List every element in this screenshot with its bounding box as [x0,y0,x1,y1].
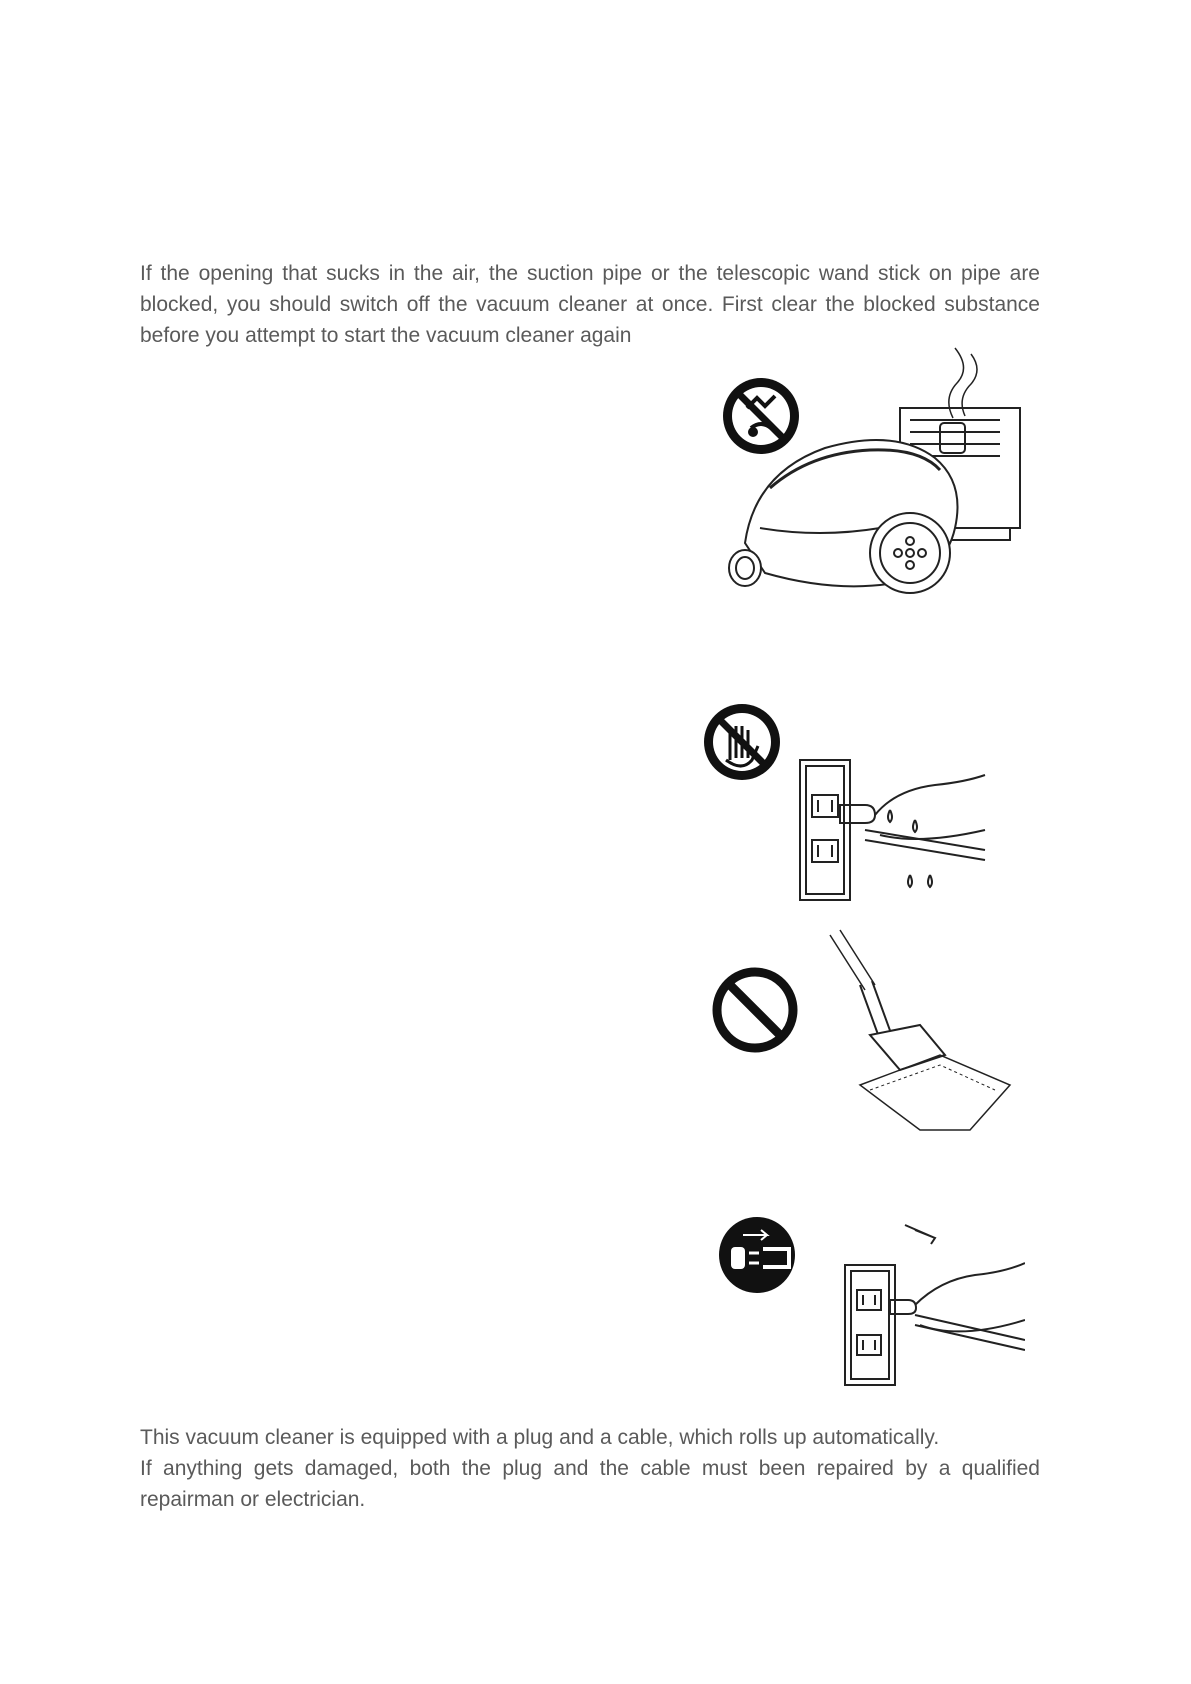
text-line: before you attempt to start the vacuum cleaner again [140,324,632,347]
text-line: This vacuum cleaner is equipped with a plug and a cable, which rolls up automatically. [140,1426,940,1449]
wet-hand-with-plug [840,775,985,887]
wet-hands-warning-figure [700,700,1010,910]
text-line: If the opening that sucks in the air, the suction pipe or the telescopic wand stick on pipe are [140,262,1040,285]
heater-warning-figure [715,338,1045,638]
vacuum-nozzle-on-cloth [830,930,1010,1130]
text-line: repairman or electrician. [140,1488,366,1511]
no-heat-source-icon [723,378,799,454]
vacuum-cleaner [729,440,958,593]
hand-unplugging-cord [890,1225,1025,1350]
no-wet-hands-icon [704,704,780,780]
wet-surface-warning-figure [710,925,1030,1145]
plug-cable-notice [140,1422,1040,1515]
text-line: blocked, you should switch off the vacuum cleaner at once. First clear the blocked substance [140,293,1040,316]
unplug-icon [719,1217,795,1293]
text-line: If anything gets damaged, both the plug and the cable must been repaired by a qualified [140,1457,1040,1480]
prohibited-icon [717,972,793,1048]
wall-outlet [845,1265,895,1385]
unplug-figure [715,1215,1025,1390]
wall-outlet [800,760,850,900]
